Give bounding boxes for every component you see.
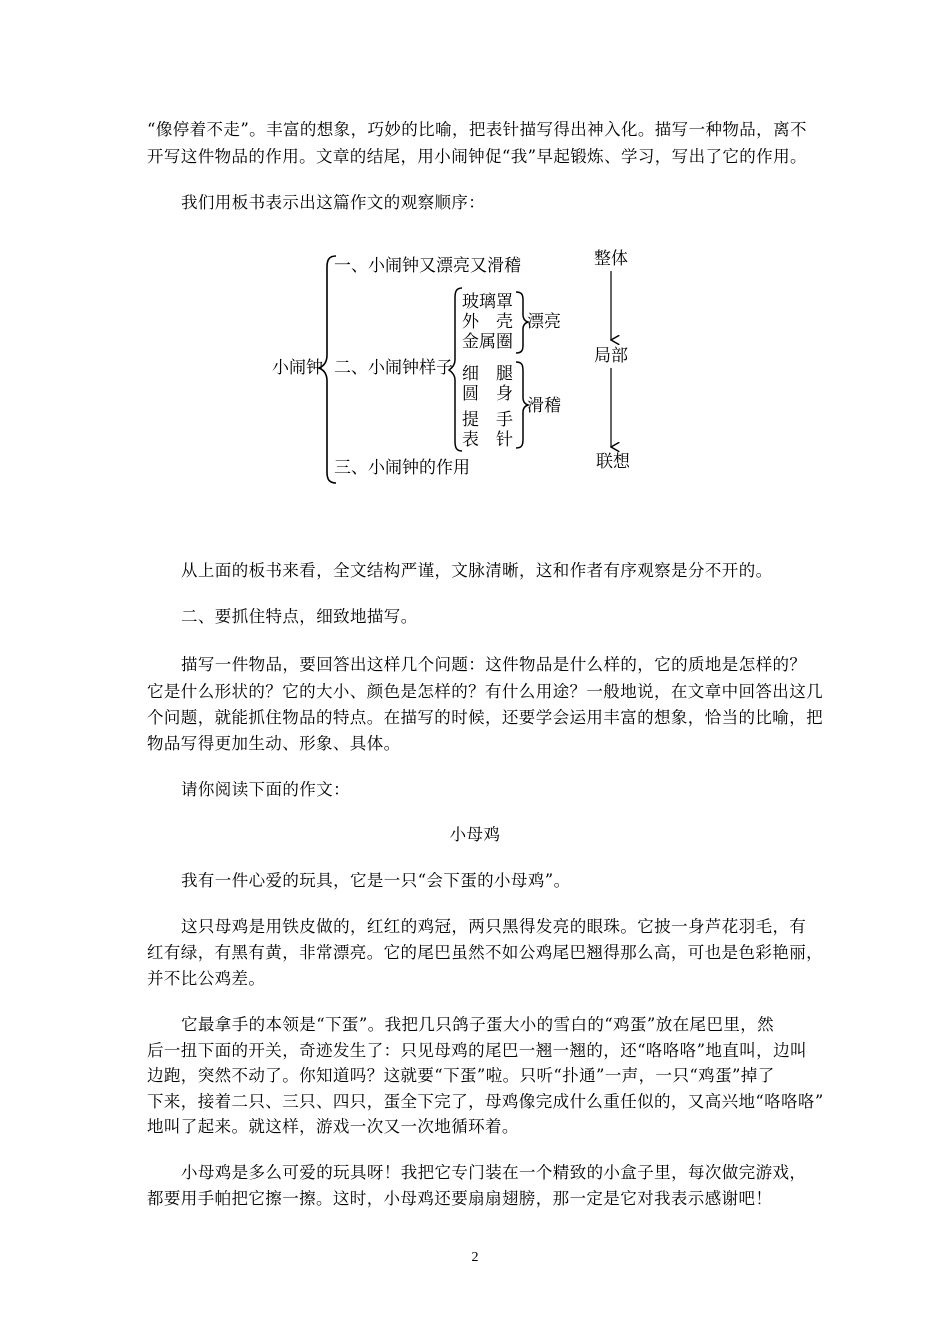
diagram-sub-item: 圆 身 — [462, 384, 513, 404]
paragraph-line: 描写一件物品，要回答出这样几个问题：这件物品是什么样的，它的质地是怎样的？ — [181, 655, 807, 674]
paragraph-line: 从上面的板书来看，全文结构严谨，文脉清晰，这和作者有序观察是分不开的。 — [181, 561, 773, 580]
essay-paragraph-line: 并不比公鸡差。 — [147, 969, 266, 988]
essay-title: 小母鸡 — [449, 825, 501, 844]
diagram-item-3: 三、小闹钟的作用 — [334, 458, 470, 478]
paragraph-line: 它是什么形状的？它的大小、颜色是怎样的？有什么用途？一般地说，在文章中回答出这几 — [147, 682, 823, 701]
diagram-item-2: 二、小闹钟样子 — [334, 358, 453, 378]
order-label-association: 联想 — [596, 452, 630, 472]
paragraph-line: 个问题，就能抓住物品的特点。在描写的时候，还要学会运用丰富的想象，恰当的比喻，把 — [147, 708, 823, 727]
essay-paragraph-line: 红有绿，有黑有黄，非常漂亮。它的尾巴虽然不如公鸡尾巴翘得那么高，可也是色彩艳丽， — [147, 943, 823, 962]
diagram-sub-item: 外 壳 — [462, 312, 513, 332]
diagram-sub-item: 表 针 — [462, 430, 513, 450]
essay-paragraph-line: 我有一件心爱的玩具，它是一只“会下蛋的小母鸡”。 — [181, 871, 571, 890]
diagram-item-1: 一、小闹钟又漂亮又滑稽 — [334, 256, 521, 276]
diagram-sub-item: 提 手 — [462, 410, 513, 430]
diagram-sub-item: 玻璃罩 — [462, 292, 513, 312]
paragraph-line: “像停着不走”。丰富的想象，巧妙的比喻，把表针描写得出神入化。描写一种物品，离不 — [147, 120, 807, 139]
section-heading: 二、要抓住特点，细致地描写。 — [181, 607, 418, 626]
diagram-root-label: 小闹钟 — [272, 358, 323, 378]
diagram-sub-item: 金属圈 — [462, 332, 513, 352]
essay-paragraph-line: 它最拿手的本领是“下蛋”。我把几只鸽子蛋大小的雪白的“鸡蛋”放在尾巴里，然 — [181, 1015, 775, 1034]
page-number: 2 — [471, 1250, 479, 1265]
essay-paragraph-line: 后一扭下面的开关，奇迹发生了：只见母鸡的尾巴一翘一翘的，还“咯咯咯”地直叫，边叫 — [147, 1041, 807, 1060]
diagram-group-label-funny: 滑稽 — [527, 396, 561, 416]
essay-paragraph-line: 这只母鸡是用铁皮做的，红红的鸡冠，两只黑得发亮的眼珠。它披一身芦花羽毛，有 — [181, 917, 807, 936]
paragraph-line: 物品写得更加生动、形象、具体。 — [147, 734, 401, 753]
diagram-sub-item: 细 腿 — [462, 364, 513, 384]
essay-paragraph-line: 地叫了起来。就这样，游戏一次又一次地循环着。 — [147, 1117, 519, 1136]
essay-paragraph-line: 下来，接着二只、三只、四只，蛋全下完了，母鸡像完成什么重任似的，又高兴地“咯咯咯” — [147, 1092, 824, 1111]
diagram-group-label-pretty: 漂亮 — [527, 312, 561, 332]
essay-paragraph-line: 边跑，突然不动了。你知道吗？这就要“下蛋”啦。只听“扑通”一声，一只“鸡蛋”掉了 — [147, 1066, 775, 1085]
essay-paragraph-line: 都要用手帕把它擦一擦。这时，小母鸡还要扇扇翅膀，那一定是它对我表示感谢吧！ — [147, 1189, 773, 1208]
paragraph-line: 我们用板书表示出这篇作文的观察顺序： — [181, 193, 486, 212]
paragraph-line: 请你阅读下面的作文： — [181, 780, 350, 799]
order-label-part: 局部 — [594, 346, 628, 366]
essay-paragraph-line: 小母鸡是多么可爱的玩具呀！我把它专门装在一个精致的小盒子里，每次做完游戏， — [181, 1163, 807, 1182]
paragraph-line: 开写这件物品的作用。文章的结尾，用小闹钟促“我”早起锻炼、学习，写出了它的作用。 — [147, 147, 807, 166]
order-label-whole: 整体 — [594, 249, 628, 269]
